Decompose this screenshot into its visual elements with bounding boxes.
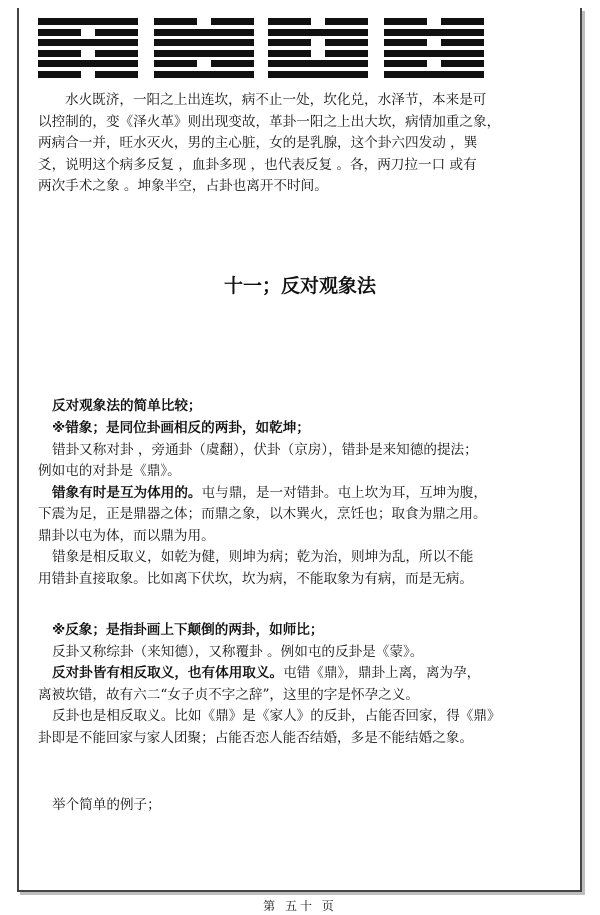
hexagram-segment: [154, 50, 254, 57]
hexagram-segment: [268, 50, 311, 57]
hexagram-line-yang: [154, 39, 254, 46]
hexagram-segment: [154, 39, 254, 46]
hexagram-segment: [441, 60, 484, 67]
hexagram-line-yin: [268, 50, 368, 57]
hexagram-segment: [384, 60, 427, 67]
hexagram-segment: [38, 60, 138, 67]
fanxiang-block: ※反象；是指卦画上下颠倒的两卦，如师比； 反卦又称综卦（来知德），又称覆卦 。例如屯的反卦是《蒙》。 反对卦皆有相反取义，也有体用取义。屯错《鼎》，鼎卦上离，离为孕， 离被坎错，故有六二“女子贞不字之辞”，这里的字是怀孕之义。 反卦也是相反取义。比如《鼎》是《家人》的反卦，占能否回家，得《鼎》 卦即是不能回家与家人团聚；占能否恋人能否结婚，多是不能结婚之象。: [38, 622, 501, 746]
hexagram-line-yin: [38, 50, 138, 57]
hexagram-line-yin: [154, 18, 254, 25]
hexagram-line-yin: [384, 18, 484, 25]
hexagram-line-yin: [268, 18, 368, 25]
hexagram-segment: [38, 29, 81, 36]
section-title: 十一；反对观象法: [223, 275, 376, 297]
hexagram-segment: [384, 29, 484, 36]
hexagram-segment: [268, 29, 368, 36]
intro-line: 反对观象法的简单比较；: [52, 398, 202, 414]
hexagram-segment: [268, 18, 311, 25]
cuoxiang-heading: ※错象；是同位卦画相反的两卦，如乾坤；: [52, 420, 310, 436]
tiyong-bold: 错象有时是互为体用的。: [52, 484, 202, 501]
hexagram-segment: [268, 60, 368, 67]
hexagram-line-yin: [38, 71, 138, 78]
example-line: 举个简单的例子；: [52, 797, 161, 813]
hexagram-segment: [384, 18, 427, 25]
fandui-bold: 反对卦皆有相反取义，也有体用取义。: [52, 665, 284, 681]
hexagram-line-yang: [154, 29, 254, 36]
hexagram-line-yang: [384, 29, 484, 36]
hexagram-segment: [211, 60, 254, 67]
hexagram-segment: [154, 18, 197, 25]
hexagram-line-yang: [384, 71, 484, 78]
hexagram-segment: [95, 50, 138, 57]
hexagram-segment: [38, 18, 138, 25]
hexagram-segment: [268, 39, 311, 46]
hexagram-line-yang: [38, 18, 138, 25]
hexagram-line-yang: [384, 50, 484, 57]
hexagram-segment: [154, 29, 254, 36]
hexagram-segment: [95, 71, 138, 78]
hexagram-line-yang: [268, 60, 368, 67]
hexagram-segment: [384, 71, 484, 78]
hexagram-segment: [325, 18, 368, 25]
hexagram-segment: [384, 50, 484, 57]
hexagram-line-yin: [384, 60, 484, 67]
hexagram-line-yin: [154, 60, 254, 67]
hexagram-segment: [154, 71, 254, 78]
hexagram-line-yin: [38, 29, 138, 36]
hexagram-segment: [268, 71, 368, 78]
hexagram-segment: [154, 60, 197, 67]
page-number: 第 五十 页: [263, 899, 337, 913]
cuoxiang-block: ※错象；是同位卦画相反的两卦，如乾坤； 错卦又称对卦 ，旁通卦（虞翻），伏卦（京房），错卦是来知德的提法； 例如屯的对卦是《鼎》。 错象有时是互为体用的。屯与鼎，是一对错卦。屯上坎为耳，互坤为腹， 下震为足，正是鼎器之体；而鼎之象，以木巽火，烹饪也；取食为鼎之用。 鼎卦以屯为体，而以鼎为用。 错象是相反取义，如乾为健，则坤为病；乾为治，则坤为乱，所以不能 用错卦直接取象。比如离下伏坎，坎为病，不能取象为有病，而是无病。: [38, 420, 487, 587]
paragraph-hexagram-analysis: 水火既济，一阳之上出连坎，病不止一处，坎化兑，水泽节，本来是可 以控制的，变《泽火革》则出现变故，革卦一阳之上出大坎，病情加重之象， 两病合一并，旺水灭火，男的主心脏，女的是乳腺，这个卦六四发动 ，巽 爻，说明这个病多反复 ，血卦多现 ，也代表反复 。各，两刀拉一口 或有 两次手术之象 。坤象半空，占卦也离开不时间。: [38, 92, 501, 194]
hexagram-line-yin: [384, 39, 484, 46]
hexagram-line-yang: [38, 60, 138, 67]
hexagram-segment: [38, 50, 81, 57]
hexagram-segment: [211, 18, 254, 25]
hexagram-line-yin: [268, 39, 368, 46]
hexagram-line-yang: [38, 39, 138, 46]
hexagram-segment: [441, 39, 484, 46]
hexagram-line-yang: [154, 50, 254, 57]
hexagram-segment: [38, 39, 138, 46]
hexagram-segment: [325, 39, 368, 46]
hexagram-segment: [325, 50, 368, 57]
hexagram-line-yang: [154, 71, 254, 78]
hexagram-line-yang: [268, 71, 368, 78]
fanxiang-heading: ※反象；是指卦画上下颠倒的两卦，如师比；: [52, 622, 324, 638]
hexagram-segment: [441, 18, 484, 25]
hexagram-segment: [38, 71, 81, 78]
hexagram-line-yang: [268, 29, 368, 36]
hexagram-segment: [384, 39, 427, 46]
hexagram-segment: [95, 29, 138, 36]
